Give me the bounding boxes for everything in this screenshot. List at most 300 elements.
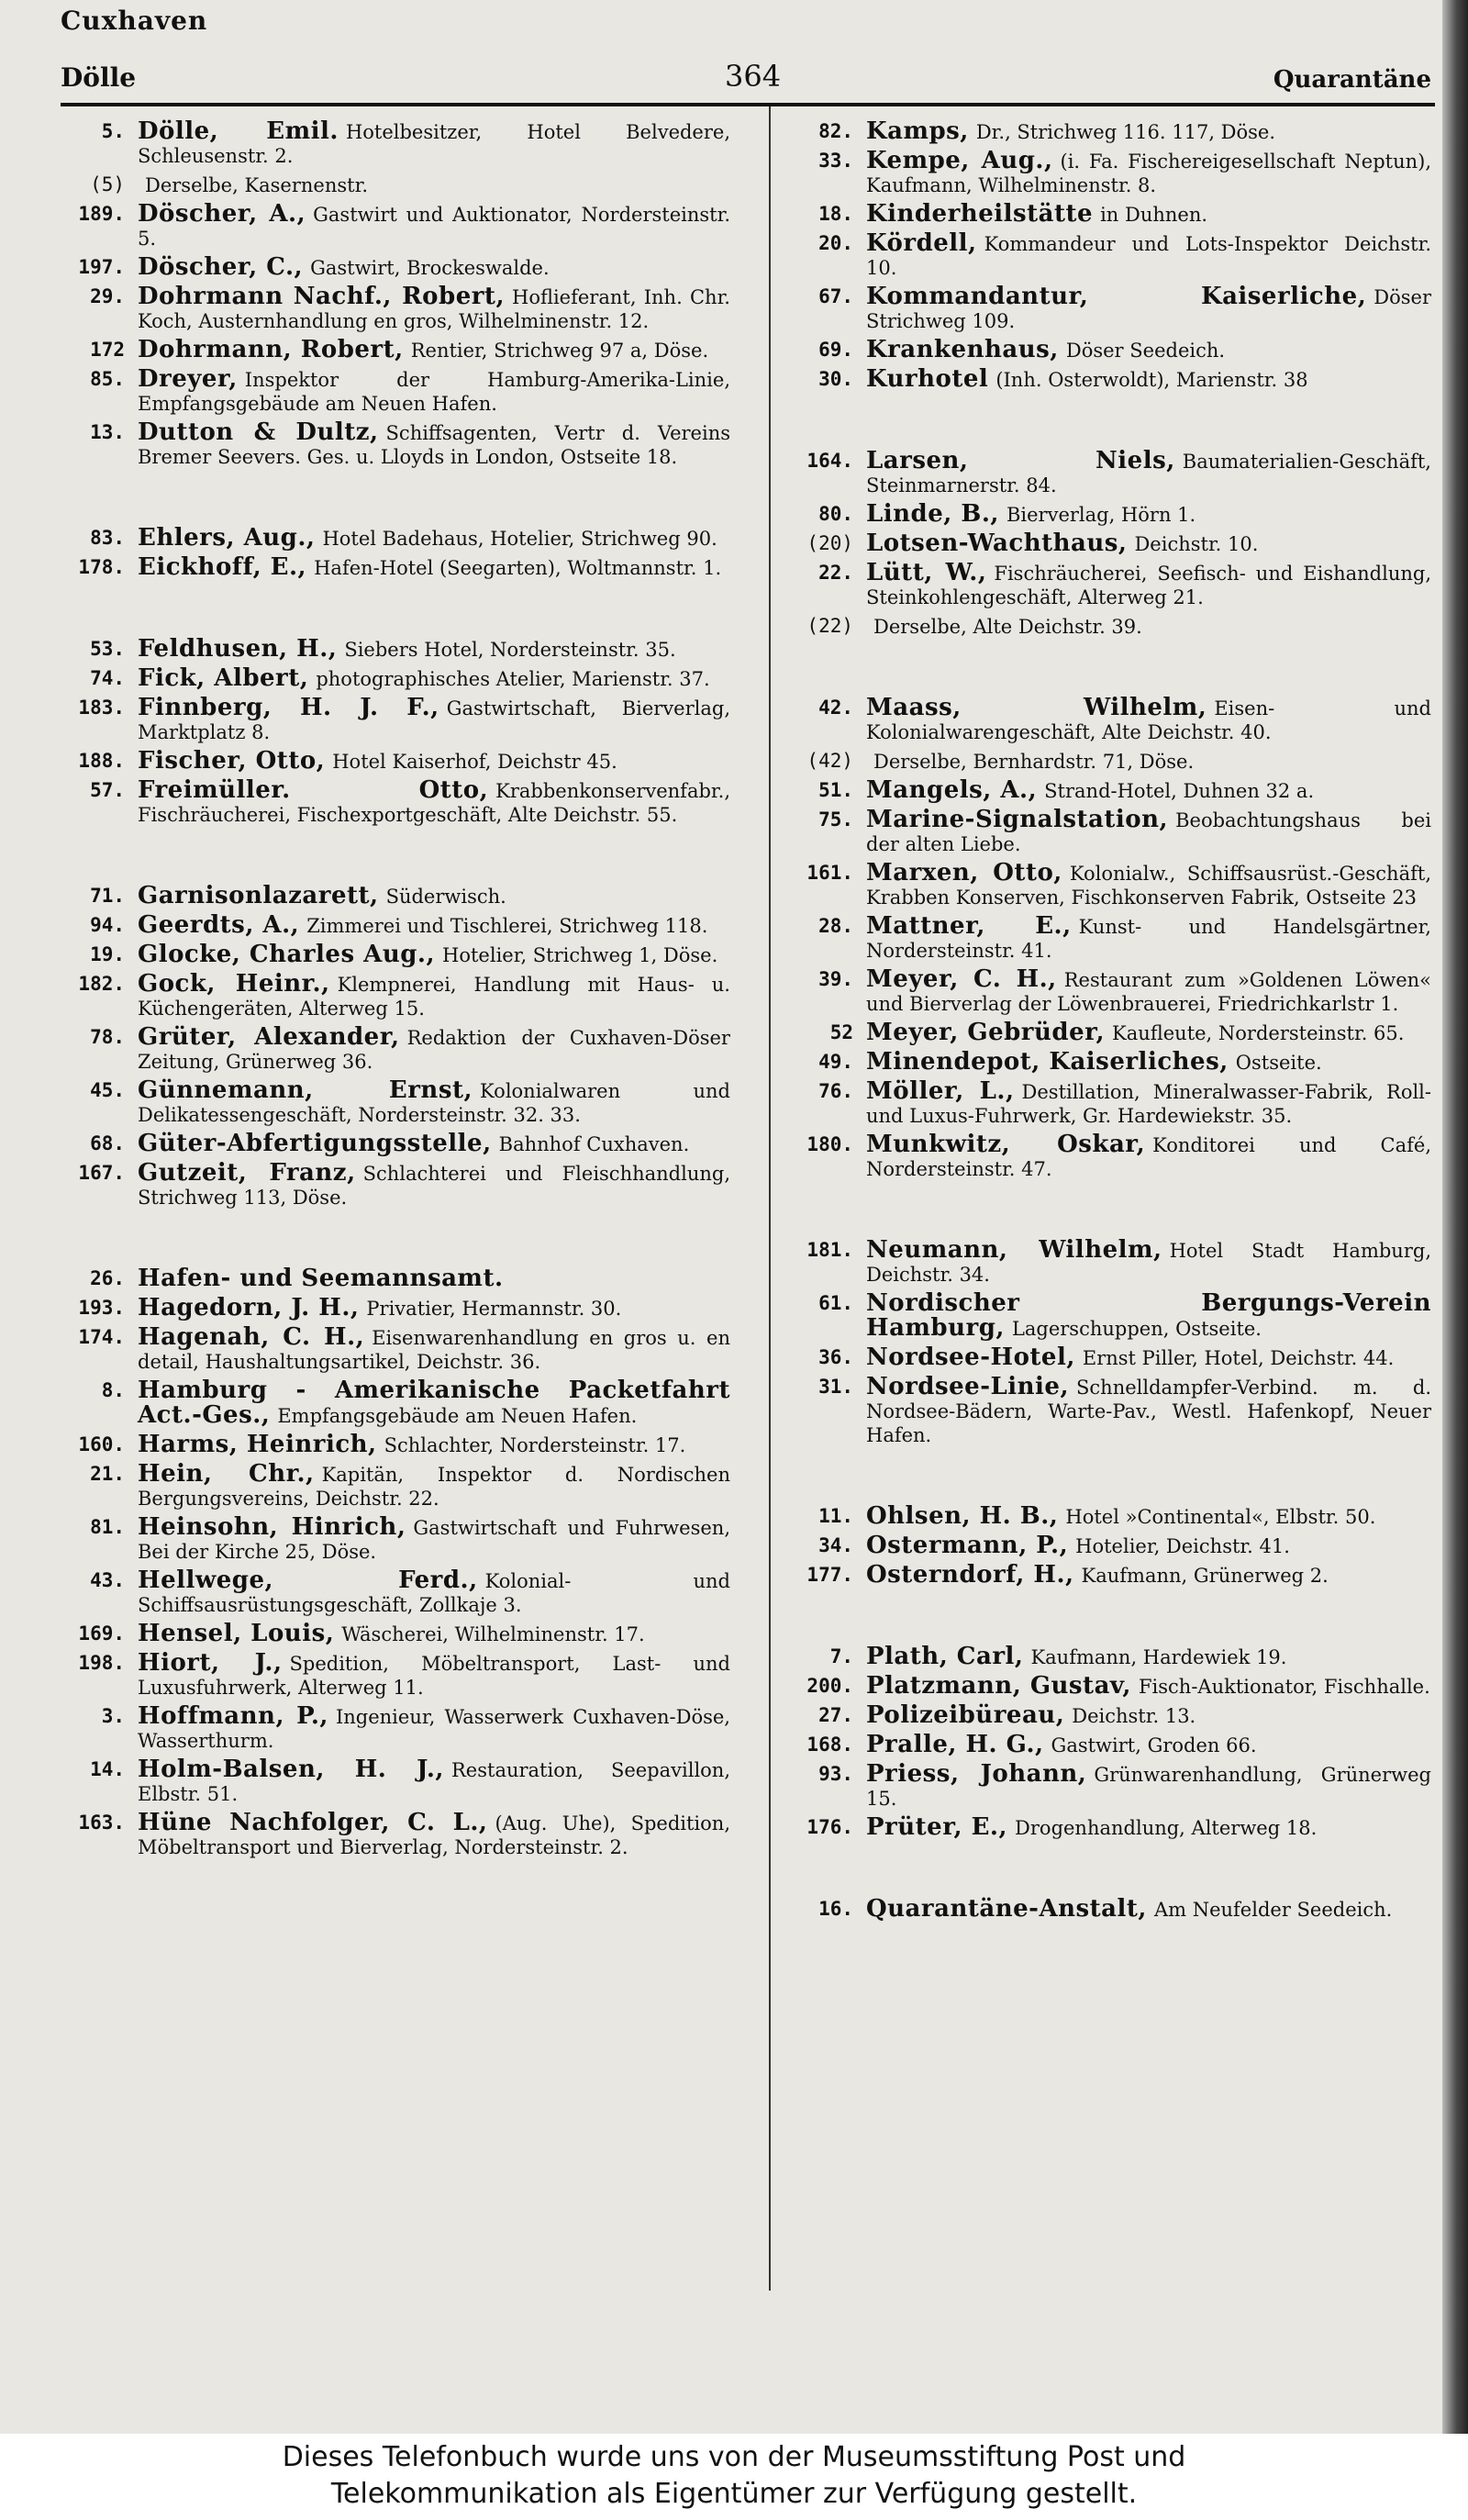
directory-entry: [61, 1132, 730, 1156]
entry-details: Fisch-Auktionator, Fischhalle.: [1138, 1676, 1430, 1698]
entry-details: Ostseite.: [1235, 1052, 1322, 1074]
directory-entry: [775, 1674, 1431, 1699]
header-first-entry: Dölle: [61, 62, 137, 93]
entry-body: [866, 1132, 1431, 1181]
entry-name: Dohrmann Nachf., Robert,: [138, 283, 505, 310]
entry-details: Restaurant zum »Goldenen Löwen« und Bierverlag der Löwenbrauerei, Friedrichkarlstr 1.: [866, 969, 1431, 1015]
entry-details: Baumaterialien-Geschäft, Steinmarnerstr. 84.: [866, 451, 1431, 496]
entry-details: Gastwirtschaft und Fuhrwesen, Bei der Kirche 25, Döse.: [138, 1517, 730, 1563]
directory-entry: [61, 637, 730, 662]
page-number: 364: [725, 59, 782, 94]
entry-name: Glocke, Charles Aug.,: [138, 941, 436, 968]
entry-name: Kommandantur, Kaiserliche,: [866, 283, 1367, 310]
entry-number: 57.: [90, 779, 125, 801]
entry-details: Hotel Kaiserhof, Deichstr 45.: [332, 751, 617, 773]
entry-name: Krankenhaus,: [866, 336, 1059, 363]
entry-details: Döser Strichweg 109.: [866, 286, 1431, 332]
entry-body: [138, 1266, 730, 1291]
entry-number: 69.: [818, 339, 853, 361]
entry-name: Hein, Chr.,: [138, 1460, 315, 1488]
entry-number: 183.: [78, 697, 125, 719]
directory-entry: [775, 367, 1431, 392]
entry-details: Lagerschuppen, Ostseite.: [1011, 1318, 1262, 1340]
entry-number: 71.: [90, 885, 125, 907]
column-divider: [769, 106, 771, 2291]
entry-body: [866, 967, 1431, 1016]
entry-body: [138, 1433, 730, 1457]
entry-details: Kolonialw., Schiffsausrüst.-Geschäft, Krabben Konserven, Fischkonserven Fabrik, Ostseite 23: [866, 863, 1431, 909]
entry-body: [138, 555, 730, 580]
entry-name: Marine-Signalstation,: [866, 806, 1169, 833]
entry-details: Bahnhof Cuxhaven.: [498, 1133, 690, 1155]
entry-number: 29.: [90, 285, 125, 307]
entry-number: 181.: [806, 1239, 853, 1261]
entry-details: Hotel Stadt Hamburg, Deichstr. 34.: [866, 1240, 1431, 1286]
entry-name: Kempe, Aug.,: [866, 147, 1053, 174]
entry-body: [138, 1651, 730, 1700]
entry-number: 83.: [90, 527, 125, 549]
entry-details: Hotelbesitzer, Hotel Belvedere, Schleusenstr. 2.: [138, 121, 731, 167]
directory-entry: [775, 1020, 1431, 1045]
entry-details: Fischräucherei, Seefisch- und Eishandlung, Steinkohlengeschäft, Alterweg 21.: [866, 563, 1432, 608]
entry-name: Hagedorn, J. H.,: [138, 1294, 360, 1321]
entry-body: [866, 861, 1431, 909]
entry-number: 27.: [818, 1704, 853, 1726]
entry-number: 8.: [101, 1379, 125, 1401]
entry-body: [866, 696, 1431, 744]
entry-number: 94.: [90, 914, 125, 936]
entry-name: Geerdts, A.,: [138, 911, 300, 939]
entry-details: Hotelier, Deichstr. 41.: [1075, 1535, 1290, 1557]
directory-entry: [775, 1533, 1431, 1558]
entry-name: Nordischer Bergungs-Verein Hamburg,: [866, 1289, 1431, 1342]
entry-number: 13.: [90, 421, 125, 443]
entry-name: Ostermann, P.,: [866, 1532, 1069, 1559]
entry-name: Günnemann, Ernst,: [138, 1076, 473, 1104]
entry-body: [866, 1020, 1431, 1045]
directory-entry: [61, 284, 730, 333]
entry-body: [138, 913, 730, 938]
entry-body: [138, 284, 730, 333]
entry-details: Konditorei und Café, Nordersteinstr. 47.: [866, 1134, 1431, 1180]
entry-body: [866, 284, 1431, 333]
entry-details: Schnelldampfer-Verbind. m. d. Nordsee-Bädern, Warte-Pav., Westl. Hafenkopf, Neuer Hafen.: [866, 1377, 1431, 1446]
entry-name: Munkwitz, Oskar,: [866, 1131, 1146, 1158]
entry-body: [138, 884, 730, 909]
entry-details: Kaufmann, Grünerweg 2.: [1081, 1565, 1329, 1587]
left-column: [61, 119, 730, 1864]
entry-body: [138, 1757, 730, 1806]
entry-number: 85.: [90, 368, 125, 390]
entry-body: [866, 1238, 1431, 1287]
directory-entry: [775, 1703, 1431, 1728]
entry-body: [866, 1674, 1431, 1699]
entry-body: [866, 1762, 1431, 1811]
entry-details: Deichstr. 13.: [1072, 1705, 1196, 1727]
entry-number: 16.: [818, 1898, 853, 1920]
entry-body: [866, 1533, 1431, 1558]
directory-entry: [775, 1345, 1431, 1370]
entry-details: Kommandeur und Lots-Inspektor Deichstr. 10.: [866, 233, 1431, 279]
header-rule: [61, 103, 1435, 106]
entry-number: 42.: [818, 697, 853, 719]
entry-number: 75.: [818, 808, 853, 831]
entry-name: Hiort, J.,: [138, 1649, 283, 1677]
footer-line-1: Dieses Telefonbuch wurde uns von der Museumsstiftung Post und: [282, 2441, 1186, 2473]
entry-name: Harms, Heinrich,: [138, 1431, 377, 1458]
entry-number: 11.: [818, 1505, 853, 1527]
entry-name: Platzmann, Gustav,: [866, 1672, 1131, 1700]
directory-entry: [775, 1563, 1431, 1588]
entry-number: 45.: [90, 1079, 125, 1101]
entry-name: Maass, Wilhelm,: [866, 694, 1207, 721]
entry-body: [138, 1378, 730, 1428]
entry-details: Derselbe, Kasernenstr.: [145, 174, 368, 196]
entry-details: Bierverlag, Hörn 1.: [1006, 504, 1196, 526]
entry-name: Hellwege, Ferd.,: [138, 1567, 478, 1594]
entry-name: Lotsen-Wachthaus,: [866, 530, 1128, 557]
entry-details: Eisenwarenhandlung en gros u. en detail, Haushaltungsartikel, Deichstr. 36.: [138, 1327, 730, 1373]
entry-number: (20): [806, 532, 853, 554]
entry-name: Gock, Heinr.,: [138, 970, 330, 998]
entry-details: Empfangsgebäude am Neuen Hafen.: [277, 1405, 638, 1427]
header-last-entry: Quarantäne: [1273, 66, 1431, 94]
entry-number: 43.: [90, 1569, 125, 1591]
directory-entry: [775, 284, 1431, 333]
entry-details: Rentier, Strichweg 97 a, Döse.: [410, 340, 709, 362]
entry-name: Güter-Abfertigungsstelle,: [138, 1130, 492, 1157]
entry-details: Krabbenkonservenfabr., Fischräucherei, Fischexportgeschäft, Alte Deichstr. 55.: [138, 780, 730, 826]
entry-number: 163.: [78, 1812, 125, 1834]
entry-number: 176.: [806, 1816, 853, 1838]
entry-body: [138, 666, 730, 691]
directory-entry: [61, 367, 730, 416]
entry-number: 68.: [90, 1132, 125, 1154]
entry-details: Am Neufelder Seedeich.: [1153, 1899, 1393, 1921]
entry-details: Siebers Hotel, Nordersteinstr. 35.: [344, 639, 676, 661]
entry-number: 28.: [818, 915, 853, 937]
entry-details: Klempnerei, Handlung mit Haus- u. Küchengeräten, Alterweg 15.: [138, 974, 730, 1020]
entry-number: 31.: [818, 1376, 853, 1398]
entry-body: [138, 367, 730, 416]
entry-body: [866, 1079, 1431, 1128]
entry-details: Beobachtungshaus bei der alten Liebe.: [866, 809, 1431, 855]
entry-number: 80.: [818, 503, 853, 525]
entry-name: Hafen- und Seemannsamt.: [138, 1265, 504, 1292]
directory-entry: [775, 1504, 1431, 1529]
entry-body: [866, 1050, 1431, 1075]
directory-entry: [61, 1266, 730, 1291]
entry-body: [138, 255, 730, 280]
entry-name: Polizeibüreau,: [866, 1701, 1065, 1729]
entry-details: Hoflieferant, Inh. Chr. Koch, Austernhandlung en gros, Wilhelminenstr. 12.: [138, 286, 730, 332]
entry-name: Kamps,: [866, 117, 969, 145]
entry-number: 177.: [806, 1564, 853, 1586]
entry-details: Gastwirt, Groden 66.: [1051, 1734, 1257, 1756]
entry-name: Freimüller. Otto,: [138, 776, 489, 804]
entry-details: Hafen-Hotel (Seegarten), Woltmannstr. 1.: [314, 557, 722, 579]
entry-body: [866, 1645, 1431, 1669]
entry-number: 14.: [90, 1758, 125, 1780]
entry-body: [866, 231, 1431, 280]
entry-details: Gastwirt und Auktionator, Nordersteinstr. 5.: [138, 204, 730, 250]
entry-body: [138, 202, 730, 251]
entry-body: [866, 531, 1431, 556]
entry-body: [866, 449, 1431, 497]
entry-body: [866, 914, 1431, 963]
entry-name: Osterndorf, H.,: [866, 1561, 1074, 1589]
directory-entry: [61, 1433, 730, 1457]
entry-number: 182.: [78, 973, 125, 995]
entry-number: 178.: [78, 556, 125, 578]
directory-entry: [61, 778, 730, 827]
entry-details: Kapitän, Inspektor d. Nordischen Bergungsvereins, Deichstr. 22.: [138, 1464, 730, 1510]
entry-body: [138, 1132, 730, 1156]
entry-details: (i. Fa. Fischereigesellschaft Neptun), Kaufmann, Wilhelminenstr. 8.: [866, 151, 1431, 196]
entry-details: Gastwirtschaft, Bierverlag, Marktplatz 8.: [138, 697, 731, 743]
directory-entry: [775, 338, 1431, 362]
directory-entry: [61, 972, 730, 1020]
directory-entry: [61, 1462, 730, 1511]
entry-body: [866, 614, 1431, 639]
entry-name: Nordsee-Hotel,: [866, 1344, 1075, 1371]
entry-name: Dohrmann, Robert,: [138, 336, 404, 363]
directory-entry: [61, 1704, 730, 1753]
directory-entry: [775, 1291, 1431, 1341]
entry-name: Larsen, Niels,: [866, 447, 1175, 474]
entry-name: Döscher, A.,: [138, 200, 306, 228]
entry-body: [138, 1515, 730, 1564]
entry-number: 19.: [90, 943, 125, 965]
directory-entry: [775, 1733, 1431, 1757]
directory-entry: [61, 1811, 730, 1859]
entry-number: 200.: [806, 1675, 853, 1697]
entry-name: Quarantäne-Anstalt,: [866, 1895, 1147, 1923]
entry-body: [866, 1563, 1431, 1588]
entry-number: 172: [90, 339, 125, 361]
directory-entry: [775, 967, 1431, 1016]
directory-entry: [775, 808, 1431, 856]
entry-number: 21.: [90, 1463, 125, 1485]
entry-number: 7.: [829, 1645, 853, 1667]
directory-entry: [61, 1622, 730, 1646]
entry-name: Minendepot, Kaiserliches,: [866, 1048, 1229, 1076]
entry-name: Fischer, Otto,: [138, 747, 326, 775]
directory-entry: [61, 420, 730, 469]
entry-details: Derselbe, Bernhardstr. 71, Döse.: [873, 751, 1195, 773]
entry-name: Plath, Carl,: [866, 1643, 1024, 1670]
entry-body: [138, 1704, 730, 1753]
entry-name: Gutzeit, Franz,: [138, 1159, 356, 1187]
entry-name: Lütt, W.,: [866, 559, 987, 586]
entry-name: Meyer, C. H.,: [866, 965, 1057, 993]
entry-name: Mattner, E.,: [866, 912, 1072, 940]
entry-details: Strand-Hotel, Duhnen 32 a.: [1044, 780, 1315, 802]
directory-entry: [775, 1762, 1431, 1811]
directory-entry: [775, 119, 1431, 144]
directory-entry: [775, 231, 1431, 280]
entry-body: [138, 749, 730, 774]
entry-details: (Inh. Osterwoldt), Marienstr. 38: [995, 369, 1308, 391]
entry-number: 33.: [818, 150, 853, 172]
entry-body: [138, 1811, 730, 1859]
entry-name: Hagenah, C. H.,: [138, 1323, 365, 1351]
entry-details: Redaktion der Cuxhaven-Döser Zeitung, Grünerweg 36.: [138, 1027, 730, 1073]
directory-entry: [775, 561, 1431, 609]
entry-number: 5.: [101, 120, 125, 142]
directory-entry: [775, 1645, 1431, 1669]
entry-body: [866, 778, 1431, 803]
footer-notice: [0, 2434, 1468, 2520]
entry-name: Mangels, A.,: [866, 776, 1038, 804]
entry-number: 161.: [806, 862, 853, 884]
directory-entry: [775, 1079, 1431, 1128]
entry-name: Kördell,: [866, 229, 977, 257]
entry-name: Fick, Albert,: [138, 664, 309, 692]
entry-details: photographisches Atelier, Marienstr. 37.: [316, 668, 710, 690]
entry-name: Ehlers, Aug.,: [138, 524, 316, 552]
directory-entry: [775, 202, 1431, 227]
entry-number: (22): [806, 615, 853, 637]
entry-name: Hoffmann, P.,: [138, 1702, 328, 1730]
entry-name: Möller, L.,: [866, 1077, 1015, 1105]
entry-name: Linde, B.,: [866, 500, 999, 528]
entry-details: Zimmerei und Tischlerei, Strichweg 118.: [306, 915, 708, 937]
directory-entry: [775, 1815, 1431, 1840]
entry-name: Nordsee-Linie,: [866, 1373, 1070, 1400]
directory-entry: [61, 1161, 730, 1210]
entry-body: [138, 778, 730, 827]
entry-details: Ingenieur, Wasserwerk Cuxhaven-Döse, Wasserthurm.: [138, 1706, 730, 1752]
entry-name: Grüter, Alexander,: [138, 1023, 400, 1051]
entry-number: 34.: [818, 1534, 853, 1556]
entry-details: Schiffsagenten, Vertr d. Vereins Bremer Seevers. Ges. u. Lloyds in London, Ostseite 18.: [138, 422, 730, 468]
directory-entry: [775, 914, 1431, 963]
entry-body: [866, 1375, 1431, 1447]
entry-details: Döser Seedeich.: [1065, 340, 1226, 362]
entry-body: [138, 338, 730, 362]
directory-entry: [61, 884, 730, 909]
entry-number: (5): [90, 173, 125, 195]
directory-entry: [775, 502, 1431, 527]
entry-body: [138, 173, 730, 197]
entry-name: Ohlsen, H. B.,: [866, 1502, 1059, 1530]
entry-number: 61.: [818, 1292, 853, 1314]
directory-entry: [61, 1757, 730, 1806]
entry-number: 193.: [78, 1297, 125, 1319]
entry-number: 78.: [90, 1026, 125, 1048]
directory-entry: [61, 555, 730, 580]
entry-number: 52: [829, 1021, 853, 1043]
entry-number: 51.: [818, 779, 853, 801]
entry-details: Kolonialwaren und Delikatessengeschäft, Nordersteinstr. 32. 33.: [138, 1080, 731, 1126]
directory-entry: [61, 1515, 730, 1564]
directory-entry: [61, 1651, 730, 1700]
entry-body: [866, 1345, 1431, 1370]
entry-details: Inspektor der Hamburg-Amerika-Linie, Empfangsgebäude am Neuen Hafen.: [138, 369, 730, 415]
entry-body: [138, 119, 730, 168]
directory-entry: [775, 449, 1431, 497]
entry-details: Hotel »Continental«, Elbstr. 50.: [1065, 1506, 1376, 1528]
entry-name: Priess, Johann,: [866, 1760, 1087, 1788]
entry-number: 93.: [818, 1763, 853, 1785]
entry-number: 30.: [818, 368, 853, 390]
entry-number: 180.: [806, 1133, 853, 1155]
entry-body: [138, 1161, 730, 1210]
directory-entry: [775, 749, 1431, 774]
entry-number: 18.: [818, 203, 853, 225]
directory-entry: [775, 1375, 1431, 1447]
entry-number: 197.: [78, 256, 125, 278]
entry-number: 20.: [818, 232, 853, 254]
directory-entry: [775, 778, 1431, 803]
entry-body: [866, 119, 1431, 144]
entry-number: 26.: [90, 1267, 125, 1289]
entry-number: 188.: [78, 750, 125, 772]
entry-body: [138, 526, 730, 551]
entry-body: [138, 1568, 730, 1617]
entry-number: 169.: [78, 1622, 125, 1645]
entry-body: [866, 1815, 1431, 1840]
entry-details: Eisen- und Kolonialwarengeschäft, Alte Deichstr. 40.: [866, 697, 1431, 743]
entry-body: [866, 808, 1431, 856]
directory-entry: [775, 861, 1431, 909]
entry-number: 160.: [78, 1433, 125, 1455]
entry-details: Kunst- und Handelsgärtner, Nordersteinstr. 41.: [866, 916, 1431, 962]
header-city: Cuxhaven: [61, 6, 208, 36]
entry-details: (Aug. Uhe), Spedition, Möbeltransport und Bierverlag, Nordersteinstr. 2.: [138, 1812, 730, 1858]
directory-entry: [61, 526, 730, 551]
entry-details: Deichstr. 10.: [1134, 533, 1259, 555]
entry-number: 39.: [818, 968, 853, 990]
entry-body: [138, 1296, 730, 1321]
directory-entry: [61, 913, 730, 938]
directory-entry: [61, 255, 730, 280]
directory-entry: [61, 749, 730, 774]
entry-body: [138, 1025, 730, 1074]
entry-name: Kurhotel: [866, 365, 989, 393]
entry-number: 22.: [818, 562, 853, 584]
entry-body: [866, 149, 1431, 197]
directory-entry: [61, 1025, 730, 1074]
entry-body: [866, 1733, 1431, 1757]
entry-body: [866, 502, 1431, 527]
entry-details: Privatier, Hermannstr. 30.: [366, 1298, 622, 1320]
directory-entry: [61, 1568, 730, 1617]
entry-details: Gastwirt, Brockeswalde.: [310, 257, 550, 279]
directory-entry: [775, 614, 1431, 639]
directory-entry: [61, 202, 730, 251]
directory-entry: [775, 1238, 1431, 1287]
entry-details: Kaufleute, Nordersteinstr. 65.: [1112, 1022, 1405, 1044]
entry-details: Schlachterei und Fleischhandlung, Strichweg 113, Döse.: [138, 1163, 730, 1209]
directory-entry: [775, 1132, 1431, 1181]
directory-entry: [775, 1897, 1431, 1922]
entry-details: Destillation, Mineralwasser-Fabrik, Roll- und Luxus-Fuhrwerk, Gr. Hardewiekstr. 35.: [866, 1081, 1431, 1127]
entry-details: Ernst Piller, Hotel, Deichstr. 44.: [1082, 1347, 1395, 1369]
entry-number: 168.: [806, 1734, 853, 1756]
entry-details: Süderwisch.: [385, 886, 506, 908]
entry-details: Dr., Strichweg 116. 117, Döse.: [975, 121, 1276, 143]
entry-name: Heinsohn, Hinrich,: [138, 1513, 406, 1541]
entry-number: 81.: [90, 1516, 125, 1538]
entry-details: Grünwarenhandlung, Grünerweg 15.: [866, 1764, 1431, 1810]
entry-body: [138, 637, 730, 662]
directory-entry: [61, 173, 730, 197]
entry-number: 74.: [90, 667, 125, 689]
directory-entry: [775, 531, 1431, 556]
entry-body: [866, 1504, 1431, 1529]
